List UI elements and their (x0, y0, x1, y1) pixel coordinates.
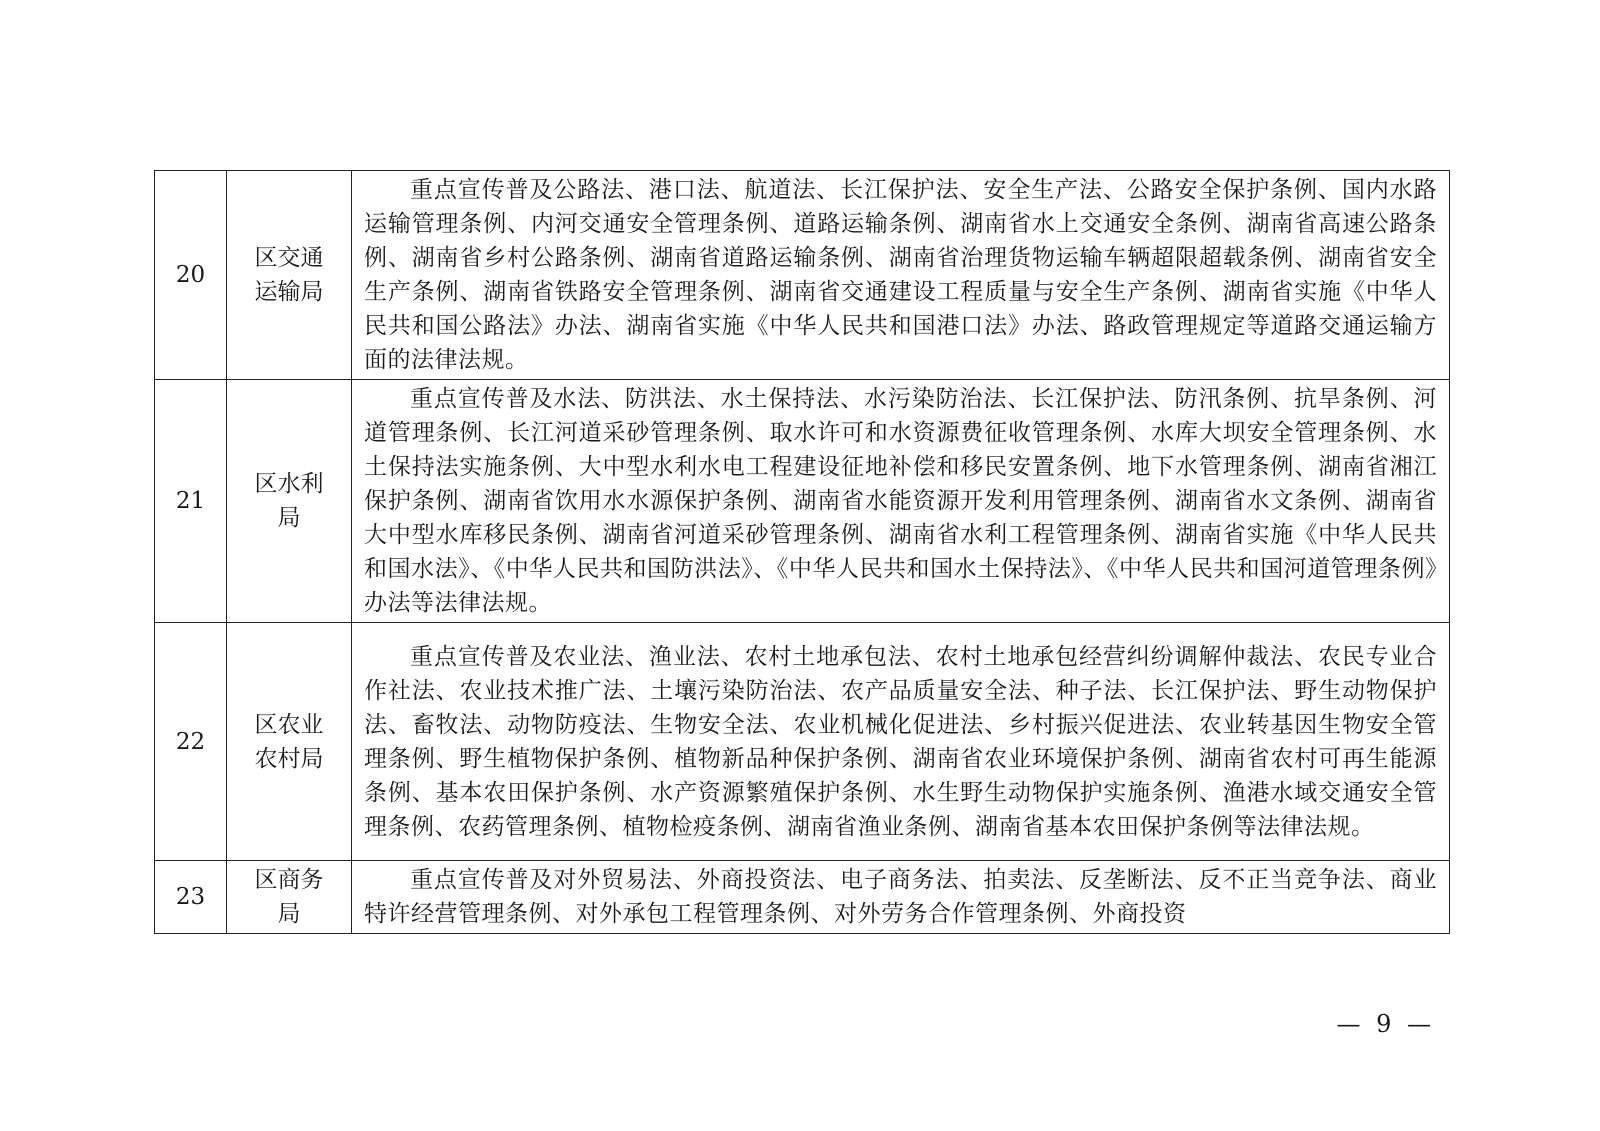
page-number: — 9 — (1336, 1010, 1435, 1038)
table-row (155, 380, 1450, 623)
row-number: 21 (155, 380, 227, 623)
department-name: 区交通运输局 (254, 245, 324, 305)
row-content: 重点宣传普及对外贸易法、外商投资法、电子商务法、拍卖法、反垄断法、反不正当竞争法、商业特许经营管理条例、对外承包工程管理条例、对外劳务合作管理条例、外商投资 (352, 861, 1450, 934)
row-content: 重点宣传普及公路法、港口法、航道法、长江保护法、安全生产法、公路安全保护条例、国内水路运输管理条例、内河交通安全管理条例、道路运输条例、湖南省水上交通安全条例、湖南省高速公路条例、湖南省乡村公路条例、湖南省道路运输条例、湖南省治理货物运输车辆超限超载条例、湖南省安全生产条例、湖南省铁路安全管理条例、湖南省交通建设工程质量与安全生产条例、湖南省实施《中华人民共和国公路法》办法、湖南省实施《中华人民共和国港口法》办法、路政管理规定等道路交通运输方面的法律法规。 (352, 171, 1450, 380)
department-name: 区农业农村局 (254, 711, 324, 772)
law-publicity-table (154, 170, 1450, 934)
row-number: 20 (155, 171, 227, 380)
table-row (155, 171, 1450, 380)
row-content: 重点宣传普及农业法、渔业法、农村土地承包法、农村土地承包经营纠纷调解仲裁法、农民专业合作社法、农业技术推广法、土壤污染防治法、农产品质量安全法、种子法、长江保护法、野生动物保护法、畜牧法、动物防疫法、生物安全法、农业机械化促进法、乡村振兴促进法、农业转基因生物安全管理条例、野生植物保护条例、植物新品种保护条例、湖南省农业环境保护条例、湖南省农村可再生能源条例、基本农田保护条例、水产资源繁殖保护条例、水生野生动物保护实施条例、渔港水域交通安全管理条例、农药管理条例、植物检疫条例、湖南省渔业条例、湖南省基本农田保护条例等法律法规。 (352, 623, 1450, 861)
row-number: 22 (155, 623, 227, 861)
table-row (155, 623, 1450, 861)
table-row (155, 861, 1450, 934)
department-name: 区商务局 (254, 867, 324, 927)
department-name: 区水利局 (254, 471, 324, 531)
row-content: 重点宣传普及水法、防洪法、水土保持法、水污染防治法、长江保护法、防汛条例、抗旱条例、河道管理条例、长江河道采砂管理条例、取水许可和水资源费征收管理条例、水库大坝安全管理条例、水土保持法实施条例、大中型水利水电工程建设征地补偿和移民安置条例、地下水管理条例、湖南省湘江保护条例、湖南省饮用水水源保护条例、湖南省水能资源开发利用管理条例、湖南省水文条例、湖南省大中型水库移民条例、湖南省河道采砂管理条例、湖南省水利工程管理条例、湖南省实施《中华人民共和国水法》、《中华人民共和国防洪法》、《中华人民共和国水土保持法》、《中华人民共和国河道管理条例》办法等法律法规。 (352, 380, 1450, 623)
row-number: 23 (155, 861, 227, 934)
